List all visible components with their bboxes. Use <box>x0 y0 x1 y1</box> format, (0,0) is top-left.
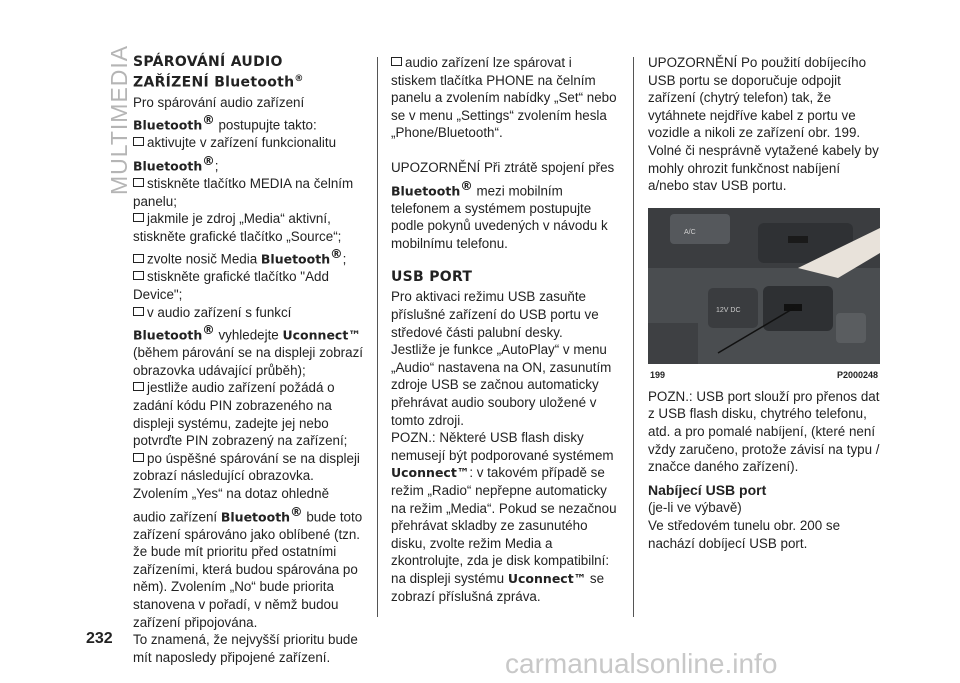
warning-paragraph: UPOZORNĚNÍ Při ztrátě spojení přes Bluetooth® mezi mobilním telefonem a systémem postupujte podle pokynů uvedených v návodu k mobilnímu telefonu. <box>391 159 615 251</box>
bullet-icon <box>133 178 144 187</box>
bullet-icon <box>133 307 144 316</box>
bullet-icon <box>391 57 402 66</box>
column-2 <box>391 54 619 605</box>
paragraph: To znamená, že nejvyšší prioritu bude mít naposledy připojené zařízení. <box>133 632 358 665</box>
list-item: stiskněte grafické tlačítko "Add Device"; <box>133 269 329 302</box>
list-item: zvolte nosič Media Bluetooth®; <box>133 245 365 268</box>
usb-port-figure <box>648 208 880 380</box>
bullet-icon <box>133 254 144 263</box>
paragraph: POZN.: USB port slouží pro přenos dat z USB flash disku, chytrého telefonu, atd. a pro pomalé nabíjení, (které není vždy zaručeno, protože závisí na typu / značce daného zařízení). <box>648 388 880 475</box>
usb-port-photo <box>648 208 880 364</box>
column-3 <box>648 54 880 552</box>
section-side-label <box>80 44 132 195</box>
bullet-icon <box>133 453 144 462</box>
12v-label: 12V DC <box>716 306 741 314</box>
list-item: jakmile je zdroj „Media“ aktivní, stiskněte grafické tlačítko „Source“; <box>133 211 342 244</box>
bullet-icon <box>133 271 144 280</box>
list-item: audio zařízení lze spárovat i stiskem tlačítka PHONE na čelním panelu a zvolením nabídky „Set“ nebo se v menu „Settings“ zvolením hesla „Phone/Bluetooth“. <box>391 55 617 141</box>
list-item: aktivujte v zařízení funkcionalitu Bluetooth®; <box>133 135 337 174</box>
bullet-icon <box>133 137 144 146</box>
page-number: 232 <box>86 630 113 647</box>
figure-code: P2000248 <box>836 369 878 380</box>
paragraph: Jestliže je funkce „AutoPlay“ v menu „Audio“ nastavena na ON, zasunutím zdroje USB se začnou automaticky přehrávat audio soubory uložené v tomto zdroji. <box>391 342 612 428</box>
section-heading-pairing: SPÁROVÁNÍ AUDIO ZAŘÍZENÍ Bluetooth® <box>133 54 304 91</box>
paragraph: Pro spárování audio zařízení Bluetooth® postupujte takto: <box>133 94 317 133</box>
figure-number: 199 <box>650 369 666 380</box>
paragraph: (je-li ve výbavě) <box>648 500 742 516</box>
subheading-charging-usb: Nabíjecí USB port <box>648 481 767 498</box>
list-item: jestliže audio zařízení požádá o zadání kódu PIN zobrazeného na displeji systému, zadejte jej nebo potvrďte PIN zobrazený na zařízení; <box>133 380 348 449</box>
paragraph: Pro aktivaci režimu USB zasuňte příslušné zařízení do USB portu ve středové části palubní desky. <box>391 289 599 340</box>
bullet-icon <box>133 213 144 222</box>
list-item: po úspěšné spárování se na displeji zobrazí následující obrazovka. Zvolením „Yes“ na dotaz ohledně audio zařízení Bluetooth® bude toto zařízení spárováno jako oblíbené (tzn. že bude mít prioritu před ostatními zařízeními, která budou spárována po něm). Zvolením „No“ bude priorita stanovena v pořadí, v němž budou zařízení připojována. <box>133 450 363 630</box>
column-divider <box>633 57 634 617</box>
warning-paragraph: UPOZORNĚNÍ Po použití dobíjecího USB portu se doporučuje odpojit zařízení (chytrý telefon) tak, že vytáhnete nejdříve kabel z portu ve vozidle a nikoli ze zařízení obr. 199. Volné či nesprávně vytažené kabely by mohly ohrozit funkčnost nabíjení a/nebo stav USB portu. <box>648 55 879 194</box>
paragraph: POZN.: Některé USB flash disky nemusejí být podporované systémem Uconnect™: v takovém případě se režim „Radio“ nepřepne automaticky na režim „Media“. Pokud se nezačnou přehrávat skladby ze zasunutého disku, zvolte režim Media a zkontrolujte, zda je disk kompatibilní: na displeji systému Uconnect™ se zobrazí příslušná zpráva. <box>391 430 617 604</box>
list-item: stiskněte tlačítko MEDIA na čelním panelu; <box>133 175 354 209</box>
figure-caption <box>648 364 880 380</box>
paragraph: Ve středovém tunelu obr. 200 se nachází dobíjecí USB port. <box>648 517 841 551</box>
ac-label: A/C <box>684 228 696 236</box>
section-side-label-text: MULTIMEDIA <box>106 44 132 195</box>
column-1 <box>133 54 365 666</box>
list-item: v audio zařízení s funkcí Bluetooth® vyhledejte Uconnect™ (během párování se na displeji zobrazí obrazovka udávající průběh); <box>133 304 364 378</box>
watermark-text: carmanualsonline.info <box>505 648 778 679</box>
section-heading-usb: USB PORT <box>391 269 473 286</box>
bullet-icon <box>133 382 144 391</box>
column-divider <box>377 57 378 617</box>
